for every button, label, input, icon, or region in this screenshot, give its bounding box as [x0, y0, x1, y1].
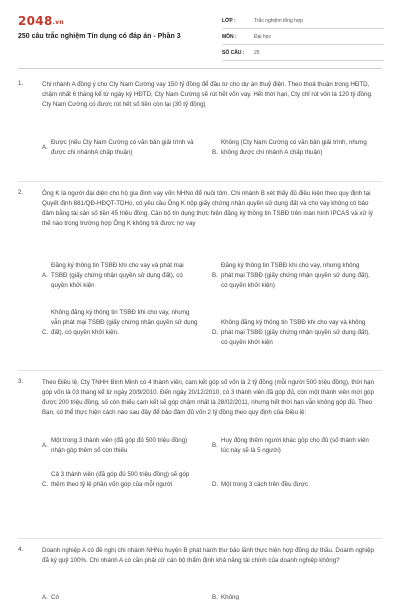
question-number: 1. [18, 80, 24, 87]
option-letter: B. [212, 594, 218, 600]
question-divider [18, 538, 382, 539]
option-letter: C. [42, 481, 49, 488]
option-letter: C. [42, 329, 49, 336]
question-number: 4. [18, 546, 24, 553]
option-text: Có [51, 594, 59, 600]
meta-row-class [222, 13, 384, 29]
logo-text: 2048 [18, 14, 53, 28]
meta-row-subject [222, 29, 384, 45]
logo-tld: .vn [52, 19, 64, 26]
option-text: Không [221, 594, 239, 600]
option-letter: A. [42, 272, 48, 279]
option-letter: B. [212, 149, 218, 156]
meta-key: SỐ CÂU : [222, 49, 245, 56]
option-text: Một trong 3 cách trên đều được [221, 481, 308, 488]
header-divider [18, 68, 382, 69]
meta-key: LỚP : [222, 17, 236, 24]
question-divider [18, 181, 382, 182]
option-text: Không đăng ký thông tin TSBĐ khi cho vay và không phát mại TSBĐ (giấy chứng nhận quyền sử dụng đất), có quyền khởi kiện [221, 319, 370, 346]
option-text: Một trong 3 thành viên (đã góp đủ 500 triệu đồng) nhận góp thêm số còn thiếu [51, 437, 188, 454]
option-text: Đăng ký thông tin TSBĐ khi cho vay, nhưng không phát mại TSBĐ (giấy chứng nhận quyền sử dụng đất), có quyền khởi kiện) [221, 262, 370, 289]
question-text: Doanh nghiệp A có đề nghị chi nhánh NHNo huyện B phát hành thư bảo lãnh thực hiện hợp đồng dự thầu. Doanh nghiệp đã ký quỹ 100%. Chi nhánh A có cần phải cử cán bộ thẩm định khả năng tài chính của doanh nghiệp không? [42, 547, 374, 564]
option-text: Được (nếu Cty Nam Cường có văn bản giải trình và được chi nhánhA chấp thuận) [51, 139, 194, 156]
meta-value: 25 [254, 49, 260, 56]
site-logo[interactable] [18, 14, 64, 28]
option-text: Huy động thêm người khác góp cho đủ (số thành viên lúc này sẽ là 5 người) [221, 437, 369, 454]
option-letter: A. [42, 594, 48, 600]
option-letter: D. [212, 329, 219, 336]
option-letter: A. [42, 442, 48, 449]
option-text: Cả 3 thành viên (đã góp đủ 500 triệu đồng) sẽ góp thêm theo tỷ lệ phần vốn góp của mỗi người [51, 471, 190, 488]
question-text: Ông K là người đại diện cho hộ gia đình vay vốn NHNo để nuôi tôm. Chi nhánh B xét thấy đủ điều kiện theo quy định tại Quyết định 881/QĐ-HĐQT-TDHo, có yêu cầu Ông K nộp giấy chứng nhận quyền sử dụng đất và cho vay không có bảo đảm bằng tài sản số tiền 45 triệu đồng. Cán bộ tín dụng thực hiện đăng ký thông tin TSBĐ trên màn hình IPCAS và xử lý thế nào trong trường hợp Ông K không trả được nợ vay [42, 190, 373, 227]
question-divider [18, 370, 382, 371]
option-letter: D. [212, 481, 219, 488]
question-text: Chi nhánh A đồng ý cho Cty Nam Cường vay 150 tỷ đồng để đầu tư cho dự án thuỷ điện. Theo thoả thuận trong HĐTD, chậm nhất 6 tháng kể từ ngày ký HĐTD, Cty Nam Cường sẽ rút hết vốn vay. Hết thời hạn, Cty chỉ rút vốn là 120 tỷ đồng. Cty Nam Cường có được rút hết số tiền còn lại (30 tỷ đồng) [42, 81, 373, 108]
meta-value: Đại học [254, 33, 271, 40]
meta-table [222, 13, 384, 61]
question-number: 2. [18, 189, 24, 196]
page-header [0, 0, 400, 68]
meta-key: MÔN : [222, 33, 237, 40]
option-letter: B. [212, 272, 218, 279]
meta-row-count [222, 45, 384, 61]
option-text: Không đăng ký thông tin TSBĐ khi cho vay, nhưng vẫn phát mại TSBĐ (giấy chứng nhận quyền sử dụng đất), có quyền khởi kiện. [51, 309, 198, 336]
option-text: Không (Cty Nam Cường có văn bản giải trình, nhưng không được chi nhánh A chấp thuận) [221, 139, 367, 156]
option-letter: B. [212, 442, 218, 449]
question-1 [18, 80, 382, 156]
question-number: 3. [18, 378, 24, 385]
question-text: Theo Điều lệ, Cty TNHH Bình Minh có 4 thành viên, cam kết góp số vốn là 2 tỷ đồng (mỗi người 500 triệu đồng), thời hạn góp vốn là 03 tháng kể từ ngày 20/9/2010. Đến ngày 20/12/2010, có 3 thành viên đã góp đủ, còn một thành viên mới góp được 200 triệu đồng, số còn thiếu cam kết sẽ góp chậm nhất là 28/02/2011, nhưng hết thời hạn vẫn không góp đủ. Theo Bạn, có thể thực hiện cách nào sau đây để bảo đảm đủ vốn 2 tỷ đồng theo quy định của Điều lệ: [42, 379, 375, 416]
meta-value: Trắc nghiệm tổng hợp [254, 17, 303, 24]
option-letter: A. [42, 144, 48, 151]
page-title: 250 câu trắc nghiệm Tín dụng có đáp án - Phần 3 [18, 33, 181, 40]
option-text: Đăng ký thông tin TSBĐ khi cho vay và phát mại TSBĐ (giấy chứng nhận quyền sử dụng đất), có quyền khởi kiện [51, 262, 184, 289]
